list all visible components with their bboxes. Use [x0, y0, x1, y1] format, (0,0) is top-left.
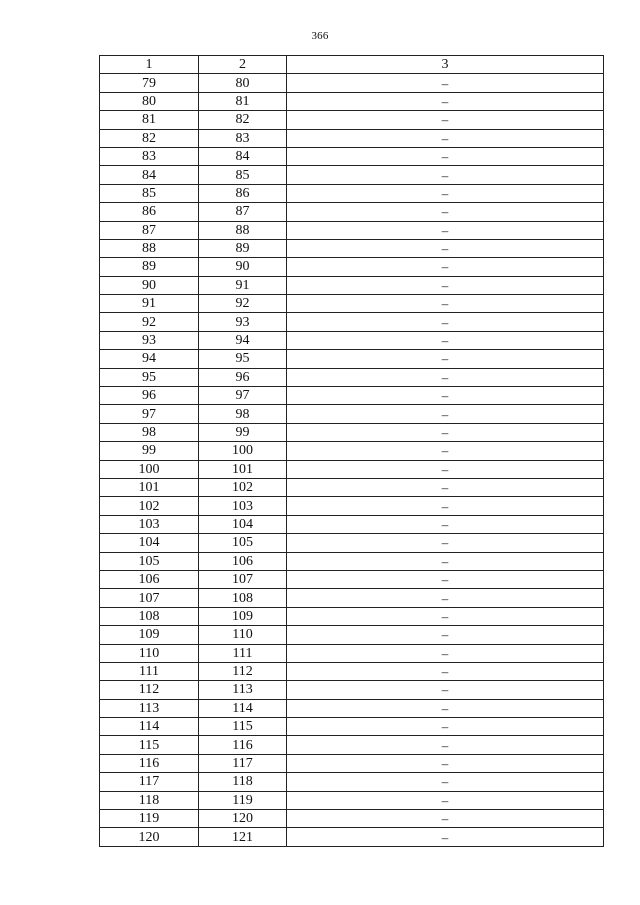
table-cell-col-3: –	[287, 589, 604, 607]
table-cell-col-1: 105	[100, 552, 199, 570]
table-cell-col-1: 110	[100, 644, 199, 662]
table-row	[100, 166, 604, 184]
table-cell-col-3: –	[287, 810, 604, 828]
table-row	[100, 405, 604, 423]
table-cell-col-3: –	[287, 405, 604, 423]
table-cell-col-3: –	[287, 754, 604, 772]
table-cell-col-1: 113	[100, 699, 199, 717]
table-cell-col-2: 108	[199, 589, 287, 607]
table-cell-col-3: –	[287, 184, 604, 202]
table-cell-col-1: 111	[100, 662, 199, 680]
table-cell-col-3: –	[287, 111, 604, 129]
table-cell-col-3: –	[287, 423, 604, 441]
table-row	[100, 276, 604, 294]
table-cell-col-2: 90	[199, 258, 287, 276]
table-cell-col-1: 100	[100, 460, 199, 478]
table-row	[100, 74, 604, 92]
table-cell-col-1: 84	[100, 166, 199, 184]
table-cell-col-1: 82	[100, 129, 199, 147]
table-cell-col-2: 110	[199, 626, 287, 644]
table-cell-col-3: –	[287, 350, 604, 368]
table-cell-col-3: –	[287, 736, 604, 754]
table-cell-col-3: –	[287, 497, 604, 515]
table-row	[100, 534, 604, 552]
table-cell-col-1: 112	[100, 681, 199, 699]
table-cell-col-2: 84	[199, 147, 287, 165]
table-cell-col-2: 87	[199, 203, 287, 221]
table-cell-col-3: –	[287, 74, 604, 92]
table-cell-col-2: 105	[199, 534, 287, 552]
table-cell-col-3: –	[287, 442, 604, 460]
table-cell-col-2: 80	[199, 74, 287, 92]
table-cell-col-2: 93	[199, 313, 287, 331]
column-header-2: 2	[199, 56, 287, 74]
table-cell-col-2: 94	[199, 331, 287, 349]
table-cell-col-2: 107	[199, 570, 287, 588]
table-cell-col-1: 117	[100, 773, 199, 791]
table-row	[100, 368, 604, 386]
table-cell-col-1: 92	[100, 313, 199, 331]
table-cell-col-1: 91	[100, 295, 199, 313]
table-cell-col-3: –	[287, 147, 604, 165]
table-cell-col-2: 89	[199, 239, 287, 257]
table-cell-col-2: 106	[199, 552, 287, 570]
table-cell-col-2: 116	[199, 736, 287, 754]
table-cell-col-3: –	[287, 534, 604, 552]
table-cell-col-1: 93	[100, 331, 199, 349]
table-body	[100, 74, 604, 846]
table-cell-col-2: 97	[199, 387, 287, 405]
data-table	[99, 55, 604, 847]
table-row	[100, 350, 604, 368]
table-cell-col-3: –	[287, 570, 604, 588]
table-cell-col-2: 95	[199, 350, 287, 368]
table-cell-col-1: 115	[100, 736, 199, 754]
table-cell-col-1: 108	[100, 607, 199, 625]
table-cell-col-1: 97	[100, 405, 199, 423]
table-row	[100, 478, 604, 496]
table-cell-col-1: 95	[100, 368, 199, 386]
table-row	[100, 681, 604, 699]
table-cell-col-1: 85	[100, 184, 199, 202]
table-row	[100, 295, 604, 313]
table-cell-col-2: 86	[199, 184, 287, 202]
table-cell-col-1: 80	[100, 92, 199, 110]
table-cell-col-1: 102	[100, 497, 199, 515]
table-row	[100, 662, 604, 680]
table-row	[100, 184, 604, 202]
table-cell-col-3: –	[287, 129, 604, 147]
table-cell-col-1: 96	[100, 387, 199, 405]
table-row	[100, 442, 604, 460]
table-cell-col-2: 119	[199, 791, 287, 809]
table-row	[100, 754, 604, 772]
table-row	[100, 718, 604, 736]
table-cell-col-1: 88	[100, 239, 199, 257]
table-cell-col-2: 98	[199, 405, 287, 423]
table-cell-col-2: 109	[199, 607, 287, 625]
table-cell-col-2: 118	[199, 773, 287, 791]
table-cell-col-1: 79	[100, 74, 199, 92]
table-row	[100, 644, 604, 662]
table-row	[100, 828, 604, 846]
table-row	[100, 258, 604, 276]
table-cell-col-2: 114	[199, 699, 287, 717]
table-cell-col-3: –	[287, 92, 604, 110]
table-cell-col-1: 101	[100, 478, 199, 496]
table-cell-col-1: 87	[100, 221, 199, 239]
table-cell-col-1: 90	[100, 276, 199, 294]
table-cell-col-1: 107	[100, 589, 199, 607]
table-cell-col-2: 82	[199, 111, 287, 129]
table-cell-col-2: 85	[199, 166, 287, 184]
table-cell-col-3: –	[287, 718, 604, 736]
table-cell-col-3: –	[287, 166, 604, 184]
table-cell-col-1: 104	[100, 534, 199, 552]
table-cell-col-2: 102	[199, 478, 287, 496]
table-row	[100, 239, 604, 257]
table-cell-col-2: 91	[199, 276, 287, 294]
table-row	[100, 773, 604, 791]
table-cell-col-3: –	[287, 662, 604, 680]
table-row	[100, 791, 604, 809]
table-row	[100, 203, 604, 221]
table-cell-col-2: 101	[199, 460, 287, 478]
table-cell-col-3: –	[287, 478, 604, 496]
table-cell-col-3: –	[287, 515, 604, 533]
table-cell-col-2: 117	[199, 754, 287, 772]
table-cell-col-2: 115	[199, 718, 287, 736]
table-cell-col-2: 121	[199, 828, 287, 846]
table-row	[100, 552, 604, 570]
table-row	[100, 460, 604, 478]
table-cell-col-1: 83	[100, 147, 199, 165]
table-row	[100, 626, 604, 644]
table-cell-col-3: –	[287, 331, 604, 349]
table-cell-col-3: –	[287, 791, 604, 809]
table-row	[100, 313, 604, 331]
table-cell-col-3: –	[287, 699, 604, 717]
table-cell-col-1: 86	[100, 203, 199, 221]
table-cell-col-2: 113	[199, 681, 287, 699]
table-cell-col-2: 111	[199, 644, 287, 662]
table-cell-col-2: 112	[199, 662, 287, 680]
table-cell-col-3: –	[287, 460, 604, 478]
table-cell-col-1: 81	[100, 111, 199, 129]
table-cell-col-2: 92	[199, 295, 287, 313]
table-row	[100, 607, 604, 625]
table-cell-col-3: –	[287, 276, 604, 294]
table-cell-col-1: 120	[100, 828, 199, 846]
table-row	[100, 111, 604, 129]
table-cell-col-1: 103	[100, 515, 199, 533]
table-cell-col-3: –	[287, 258, 604, 276]
column-header-1: 1	[100, 56, 199, 74]
table-row	[100, 129, 604, 147]
table-cell-col-3: –	[287, 681, 604, 699]
table-header-row	[100, 56, 604, 74]
table-cell-col-2: 96	[199, 368, 287, 386]
table-cell-col-1: 114	[100, 718, 199, 736]
table-row	[100, 221, 604, 239]
table-row	[100, 736, 604, 754]
table-cell-col-3: –	[287, 203, 604, 221]
table-cell-col-2: 81	[199, 92, 287, 110]
table-cell-col-3: –	[287, 313, 604, 331]
table-cell-col-2: 103	[199, 497, 287, 515]
table-row	[100, 387, 604, 405]
table-cell-col-3: –	[287, 295, 604, 313]
table-cell-col-1: 94	[100, 350, 199, 368]
table-cell-col-3: –	[287, 239, 604, 257]
table-cell-col-2: 88	[199, 221, 287, 239]
table-row	[100, 423, 604, 441]
table-cell-col-2: 120	[199, 810, 287, 828]
table-cell-col-1: 118	[100, 791, 199, 809]
table-row	[100, 497, 604, 515]
table-row	[100, 92, 604, 110]
table-cell-col-1: 98	[100, 423, 199, 441]
table-cell-col-3: –	[287, 387, 604, 405]
table-cell-col-2: 99	[199, 423, 287, 441]
table-row	[100, 699, 604, 717]
table-cell-col-2: 83	[199, 129, 287, 147]
table-cell-col-1: 119	[100, 810, 199, 828]
table-row	[100, 515, 604, 533]
table-cell-col-1: 109	[100, 626, 199, 644]
table-cell-col-3: –	[287, 221, 604, 239]
column-header-3: 3	[287, 56, 604, 74]
table-cell-col-3: –	[287, 607, 604, 625]
table-row	[100, 570, 604, 588]
table-row	[100, 589, 604, 607]
table-cell-col-2: 100	[199, 442, 287, 460]
table-row	[100, 810, 604, 828]
table-cell-col-3: –	[287, 626, 604, 644]
table-cell-col-1: 106	[100, 570, 199, 588]
table-cell-col-3: –	[287, 368, 604, 386]
table-cell-col-1: 89	[100, 258, 199, 276]
table-cell-col-1: 116	[100, 754, 199, 772]
table-cell-col-3: –	[287, 552, 604, 570]
table-cell-col-2: 104	[199, 515, 287, 533]
table-cell-col-1: 99	[100, 442, 199, 460]
table-row	[100, 147, 604, 165]
table-cell-col-3: –	[287, 773, 604, 791]
table-cell-col-3: –	[287, 644, 604, 662]
table-cell-col-3: –	[287, 828, 604, 846]
page-number: 366	[311, 30, 329, 42]
table-row	[100, 331, 604, 349]
